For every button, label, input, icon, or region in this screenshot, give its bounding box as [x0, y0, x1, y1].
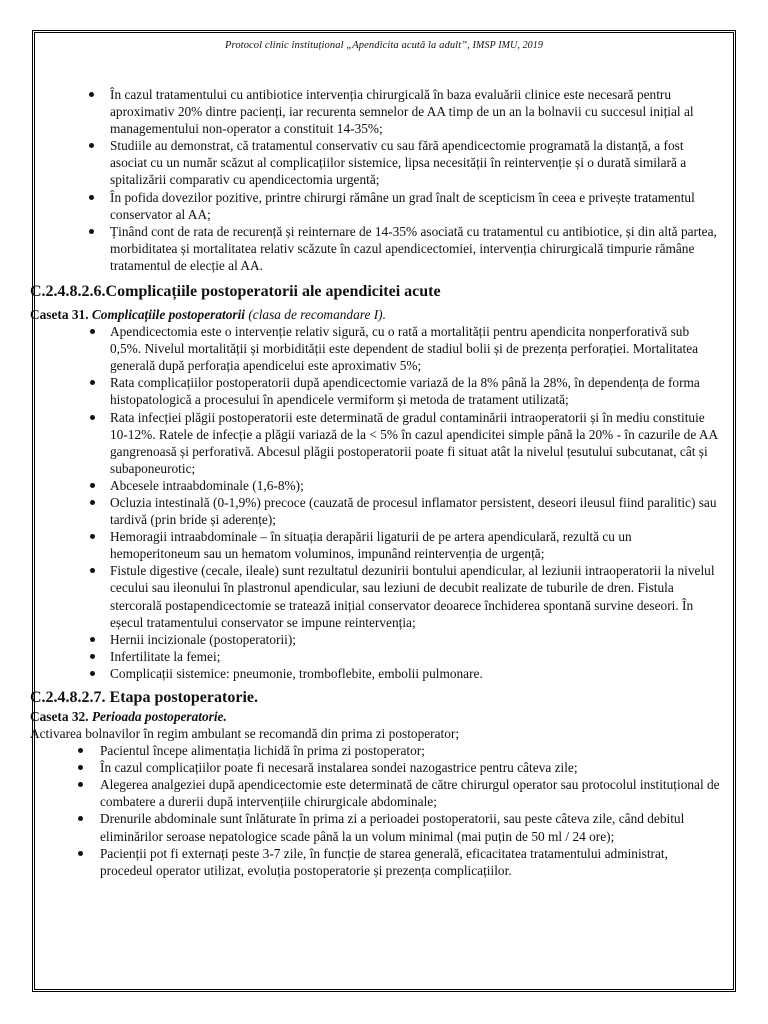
- caseta-recommendation: (clasa de recomandare I).: [248, 307, 386, 323]
- list-item: Abcesele intraabdominale (1,6-8%);: [58, 477, 722, 494]
- page-header: [32, 40, 736, 51]
- caseta-label: Caseta 31.: [30, 307, 89, 323]
- header-institution: IMSP IMU, 2019: [472, 40, 543, 51]
- list-item: Pacienții pot fi externați peste 3-7 zile, în funcție de starea generală, eficacitatea tratamentului administrat, procedeul operator utilizat, evoluția postoperatorie și prezența complicațiilor.: [58, 845, 722, 879]
- list-item: Ocluzia intestinală (0-1,9%) precoce (cauzată de procesul inflamator persistent, deseori ileusul fiind paralitic) sau tardivă (prin bride și aderențe);: [58, 494, 722, 528]
- caseta-title: Perioada postoperatorie.: [91, 709, 227, 724]
- list-item: În pofida dovezilor pozitive, printre chirurgi rămâne un grad înalt de scepticism în ceea e privește tratamentul conservator al AA;: [58, 189, 722, 223]
- list-item: Studiile au demonstrat, că tratamentul conservativ cu sau fără apendicectomie programată la distanță, a fost asociat cu un număr scăzut al complicațiilor sistemice, lipsa necesității în reintervenție și o durată similară a spitalizării comparativ cu apendicectomia urgentă;: [58, 137, 722, 188]
- list-item: Infertilitate la femei;: [58, 648, 722, 665]
- list-item: Rata infecției plăgii postoperatorii este determinată de gradul contaminării intraoperatorii și în mediu constituie 10-12%. Ratele de infecție a plăgii variază de la < 5% în cazul apendicitei simple până la 20% - în cazurile de AA gangrenoasă și perforativă. Abcesul plăgii postoperatorii poate fi situat atât la nivelul țesutului subcutanat, cât și subaponeurotic;: [58, 409, 722, 477]
- list-item: În cazul tratamentului cu antibiotice intervenția chirurgicală în baza evaluării clinice este necesară pentru aproximativ 20% dintre pacienți, iar recurenta semnelor de AA timp de un an la bolnavii cu succesul inițial al managementului non-operator a constituit 14-35%;: [58, 86, 722, 137]
- conservative-treatment-list: [58, 86, 722, 274]
- list-item: În cazul complicațiilor poate fi necesară instalarea sondei nazogastrice pentru câteva zile;: [58, 759, 722, 776]
- postoperative-list: [58, 742, 722, 879]
- section-heading-postoperative: C.2.4.8.2.7. Etapa postoperatorie.: [30, 689, 258, 706]
- list-item: Apendicectomia este o intervenție relativ sigură, cu o rată a mortalității pentru apendicita nonperforativă sub 0,5%. Nivelul mortalității și morbidității este dependent de stadiul bolii și de prezența perforației. Mortalitatea generală după perforația apendicelui este aproximativ 5%;: [58, 323, 722, 374]
- list-item: Complicații sistemice: pneumonie, tromboflebite, embolii pulmonare.: [58, 665, 722, 682]
- header-title: Protocol clinic instituțional „Apendicita acută la adult”,: [225, 40, 470, 51]
- list-item: Rata complicațiilor postoperatorii după apendicectomie variază de la 8% până la 28%, în dependența de forma histopatologică a procesului în apendicele vermiform și metoda de tratament utilizată;: [58, 374, 722, 408]
- list-item: Hemoragii intraabdominale – în situația derapării ligaturii de pe artera apendiculară, rezultă cu un hemoperitoneum sau un hematom voluminos, impunând reintervenția de urgență;: [58, 528, 722, 562]
- caseta-label: Caseta 32.: [30, 709, 89, 724]
- postoperative-intro: Activarea bolnavilor în regim ambulant se recomandă din prima zi postoperator;: [30, 726, 460, 741]
- list-item: Drenurile abdominale sunt înlăturate în prima zi a perioadei postoperatorii, sau peste câteva zile, când debitul eliminărilor seroase nepatologice scade până la un volum minimal (mai puțin de 50 ml / 24 ore);: [58, 810, 722, 844]
- section-heading-complications: C.2.4.8.2.6.Complicațiile postoperatorii ale apendicitei acute: [30, 283, 441, 301]
- document-body: [30, 86, 722, 879]
- list-item: Hernii incizionale (postoperatorii);: [58, 631, 722, 648]
- complications-list: [58, 323, 722, 682]
- caseta-32-title: [30, 708, 722, 725]
- list-item: Ținând cont de rata de recurență și reinternare de 14-35% asociată cu tratamentul cu antibiotice, și din altă partea, morbiditatea și mortalitatea relativ scăzute în cazul apendicectomiei, intervenția chirurgicală timpurie rămâne tratamentul de elecție al AA.: [58, 223, 722, 274]
- caseta-title: Complicațiile postoperatorii: [91, 307, 245, 323]
- list-item: Pacientul începe alimentația lichidă în prima zi postoperator;: [58, 742, 722, 759]
- caseta-31-title: [30, 306, 722, 323]
- list-item: Fistule digestive (cecale, ileale) sunt rezultatul dezunirii bontului apendicular, al leziunii intraoperatorii la nivelul cecului sau ileonului în plastronul apendicular, sau leziuni de decubit realizate de tuburile de dren. Fistula stercorală postapendicectomie se tratează inițial conservator deoarece închiderea spontană survine deseori. În eșecul tratamentului conservator se impune reintervenția;: [58, 562, 722, 630]
- list-item: Alegerea analgeziei după apendicectomie este determinată de către chirurgul operator sau protocolul instituțional de combatere a durerii după intervențiile chirurgicale abdominale;: [58, 776, 722, 810]
